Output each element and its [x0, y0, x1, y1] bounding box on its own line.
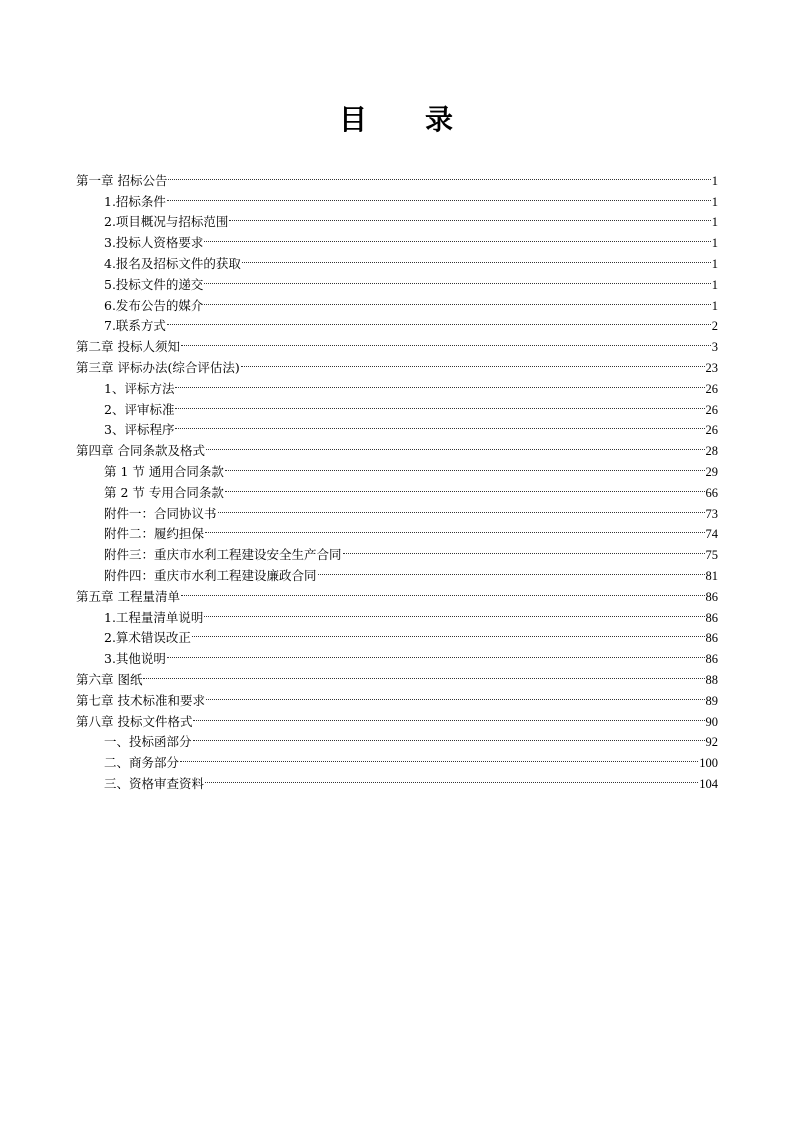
toc-dot-leader: [225, 455, 705, 476]
toc-entry-label: 1.招标条件: [104, 193, 166, 209]
toc-chapter-entry[interactable]: [76, 164, 718, 188]
toc-entry-label: 1.工程量清单说明: [104, 609, 204, 625]
toc-dot-leader: [180, 746, 698, 767]
toc-entry-label: 附件二：履约担保: [104, 526, 205, 542]
toc-dot-leader: [205, 518, 704, 539]
toc-section-entry[interactable]: [76, 310, 718, 334]
toc-page-number: 26: [705, 402, 718, 417]
toc-entry-label: 1、评标方法: [104, 380, 175, 396]
toc-dot-leader: [167, 310, 711, 331]
toc-page-number: 100: [699, 756, 718, 771]
toc-section-entry[interactable]: [76, 185, 718, 209]
toc-page-number: 1: [711, 215, 718, 230]
toc-entry-label: 第一章 招标公告: [76, 172, 168, 188]
toc-entry-label: 第八章 投标文件格式: [76, 713, 193, 729]
toc-page-number: 86: [705, 610, 718, 625]
toc-dot-leader: [167, 185, 711, 206]
toc-page-number: 90: [705, 714, 718, 729]
toc-entry-label: 第七章 技术标准和要求: [76, 692, 205, 708]
toc-title-char-1: 目: [338, 103, 369, 136]
toc-chapter-entry[interactable]: [76, 330, 718, 355]
toc-page-number: 66: [705, 485, 718, 500]
toc-dot-leader: [204, 601, 704, 622]
toc-entry-label: 4.报名及招标文件的获取: [104, 255, 241, 271]
toc-dot-leader: [193, 726, 705, 747]
toc-dot-leader: [168, 164, 710, 185]
toc-entry-label: 2.项目概况与招标范围: [104, 214, 229, 230]
toc-dot-leader: [205, 767, 698, 788]
toc-entry-label: 二、商务部分: [104, 755, 180, 771]
toc-dot-leader: [175, 414, 704, 435]
toc-dot-leader: [204, 226, 710, 247]
toc-dot-leader: [175, 372, 704, 393]
toc-section-entry[interactable]: [76, 642, 718, 667]
toc-page-number: 26: [705, 423, 718, 438]
toc-entry-label: 第六章 图纸: [76, 671, 143, 687]
toc-entry-label: 附件四：重庆市水利工程建设廉政合同: [104, 567, 317, 583]
toc-page-number: 1: [711, 298, 718, 313]
toc-title-char-2: 录: [425, 103, 456, 136]
toc-page-number: 88: [705, 672, 718, 687]
toc-entry-label: 第四章 合同条款及格式: [76, 443, 205, 459]
toc-dot-leader: [167, 642, 705, 663]
toc-page-number: 23: [705, 360, 718, 375]
toc-entry-label: 附件一：合同协议书: [104, 505, 217, 521]
toc-dot-leader: [204, 268, 710, 289]
toc-dot-leader: [181, 580, 705, 601]
toc-page-number: 28: [705, 444, 718, 459]
toc-entry-label: 2.算术错误改正: [104, 630, 191, 646]
toc-page-number: 74: [705, 527, 718, 542]
toc-entry-label: 3.投标人资格要求: [104, 235, 204, 251]
toc-dot-leader: [206, 434, 705, 455]
toc-page-number: 75: [705, 548, 718, 563]
toc-entry-label: 3、评标程序: [104, 422, 175, 438]
toc-page-number: 86: [705, 631, 718, 646]
toc-dot-leader: [218, 497, 705, 518]
toc-entry-label: 第 1 节 通用合同条款: [104, 463, 224, 479]
toc-dot-leader: [193, 705, 704, 726]
toc-entry-label: 3.其他说明: [104, 651, 166, 667]
toc-entry-label: 第三章 评标办法(综合评估法): [76, 359, 240, 375]
toc-dot-leader: [242, 247, 711, 268]
table-of-contents: [76, 164, 718, 791]
toc-entry-label: 三、资格审查资料: [104, 775, 205, 791]
toc-page-number: 1: [711, 256, 718, 271]
toc-page-number: 29: [705, 464, 718, 479]
toc-entry-label: 5.投标文件的递交: [104, 276, 204, 292]
toc-page-number: 89: [705, 693, 718, 708]
toc-dot-leader: [318, 559, 705, 580]
toc-page-number: 73: [705, 506, 718, 521]
toc-chapter-entry[interactable]: [76, 663, 718, 687]
toc-chapter-entry[interactable]: [76, 684, 718, 708]
toc-page-number: 1: [711, 277, 718, 292]
toc-entry-label: 第五章 工程量清单: [76, 588, 180, 604]
toc-section-entry[interactable]: [76, 206, 718, 230]
toc-page-number: 2: [711, 319, 718, 334]
toc-dot-leader: [181, 330, 711, 351]
toc-entry-label: 一、投标函部分: [104, 734, 192, 750]
toc-page-number: 81: [705, 568, 718, 583]
toc-dot-leader: [241, 351, 705, 372]
toc-dot-leader: [175, 393, 704, 414]
toc-page-number: 1: [711, 194, 718, 209]
toc-dot-leader: [343, 538, 705, 559]
toc-page-number: 86: [705, 589, 718, 604]
toc-page-number: 1: [711, 173, 718, 188]
toc-page-number: 104: [699, 776, 718, 791]
toc-page-number: 92: [705, 735, 718, 750]
toc-page-number: 1: [711, 236, 718, 251]
toc-page-number: 3: [711, 340, 718, 355]
toc-dot-leader: [225, 476, 705, 497]
toc-entry-label: 6.发布公告的媒介: [104, 297, 204, 313]
toc-entry-label: 第二章 投标人须知: [76, 339, 180, 355]
toc-dot-leader: [192, 622, 705, 643]
toc-dot-leader: [206, 684, 705, 705]
toc-dot-leader: [143, 663, 704, 684]
toc-title: [0, 98, 794, 138]
toc-entry-label: 第 2 节 专用合同条款: [104, 484, 224, 500]
toc-page-number: 26: [705, 381, 718, 396]
toc-dot-leader: [204, 289, 710, 310]
toc-entry-label: 附件三：重庆市水利工程建设安全生产合同: [104, 547, 342, 563]
toc-page-number: 86: [705, 652, 718, 667]
toc-dot-leader: [229, 206, 710, 227]
toc-entry-label: 2、评审标准: [104, 401, 175, 417]
toc-entry-label: 7.联系方式: [104, 318, 166, 334]
